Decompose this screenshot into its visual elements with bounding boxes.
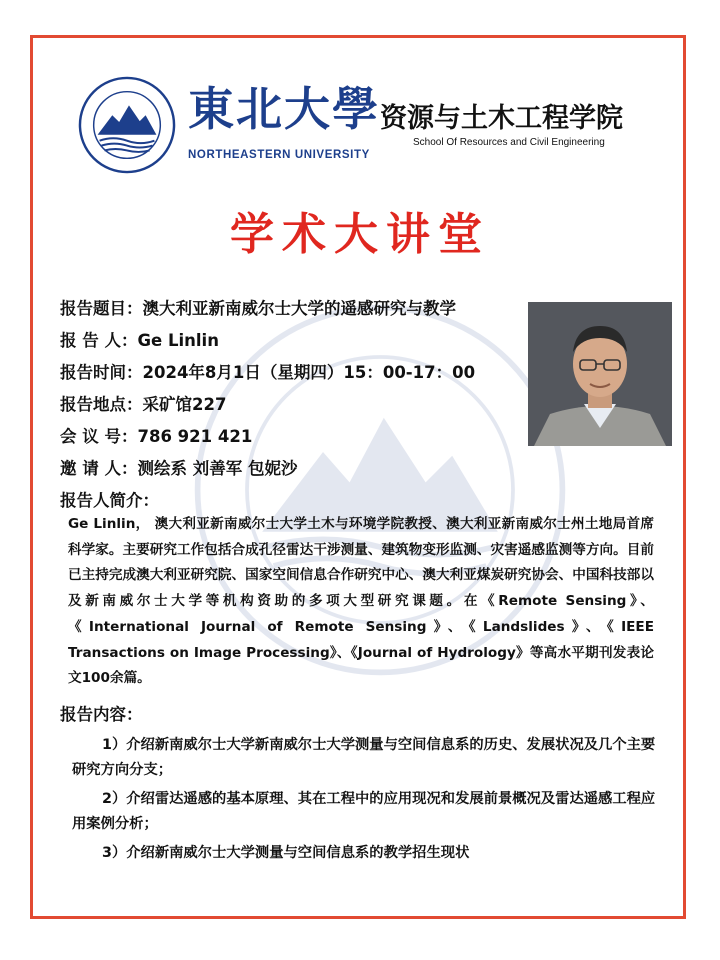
speaker-line: 报 告 人：Ge Linlin (60, 331, 219, 350)
inviter-line: 邀 请 人：测绘系 刘善军 包妮沙 (60, 459, 298, 478)
content-item: 1）介绍新南威尔士大学新南威尔士大学测量与空间信息系的历史、发展状况及几个主要研究方向分支； (72, 737, 656, 778)
bio-heading: 报告人简介： (60, 491, 159, 510)
content-item: 2）介绍雷达遥感的基本原理、其在工程中的应用现况和发展前景概况及雷达遥感工程应用案例分析； (72, 791, 656, 832)
lecture-content (72, 733, 662, 870)
meeting-number-line: 会 议 号：786 921 421 (60, 427, 253, 446)
topic-line: 报告题目：澳大利亚新南威尔士大学的遥感研究与教学 (60, 299, 456, 318)
college-name-cn: 资源与土木工程学院 (380, 103, 623, 134)
content-item: 3）介绍新南威尔士大学测量与空间信息系的教学招生现状 (102, 845, 470, 861)
college-name-en: School Of Resources and Civil Engineering (413, 137, 605, 148)
lecture-info (60, 293, 475, 517)
speaker-photo (528, 302, 672, 446)
page-title: 学术大讲堂 (230, 209, 490, 260)
speaker-bio: Ge Linlin， 澳大利亚新南威尔士大学土木与环境学院教授、澳大利亚新南威尔士州土地局首席科学家。主要研究工作包括合成孔径雷达干涉测量、建筑物变形监测、灾害遥感监测等方向。目前已主持完成澳大利亚研究院、国家空间信息合作研究中心、澳大利亚煤炭研究协会、中国科技部以及新南威尔士大学等机构资助的多项大型研究课题。在《Remote Sensing》、《International Journal of Remote Sensing》、《Landslides》、《IEEE Transactions on Image Processing》、《Journal of Hydrology》等高水平期刊发表论文100余篇。 (68, 516, 654, 687)
university-seal-logo (78, 76, 176, 174)
content-heading: 报告内容： (60, 705, 143, 724)
university-name-cn: 東北大學 (188, 82, 380, 136)
venue-line: 报告地点：采矿馆227 (60, 395, 227, 414)
time-line: 报告时间：2024年8月1日（星期四）15：00-17：00 (60, 363, 476, 382)
university-name-en: NORTHEASTERN UNIVERSITY (188, 149, 370, 161)
